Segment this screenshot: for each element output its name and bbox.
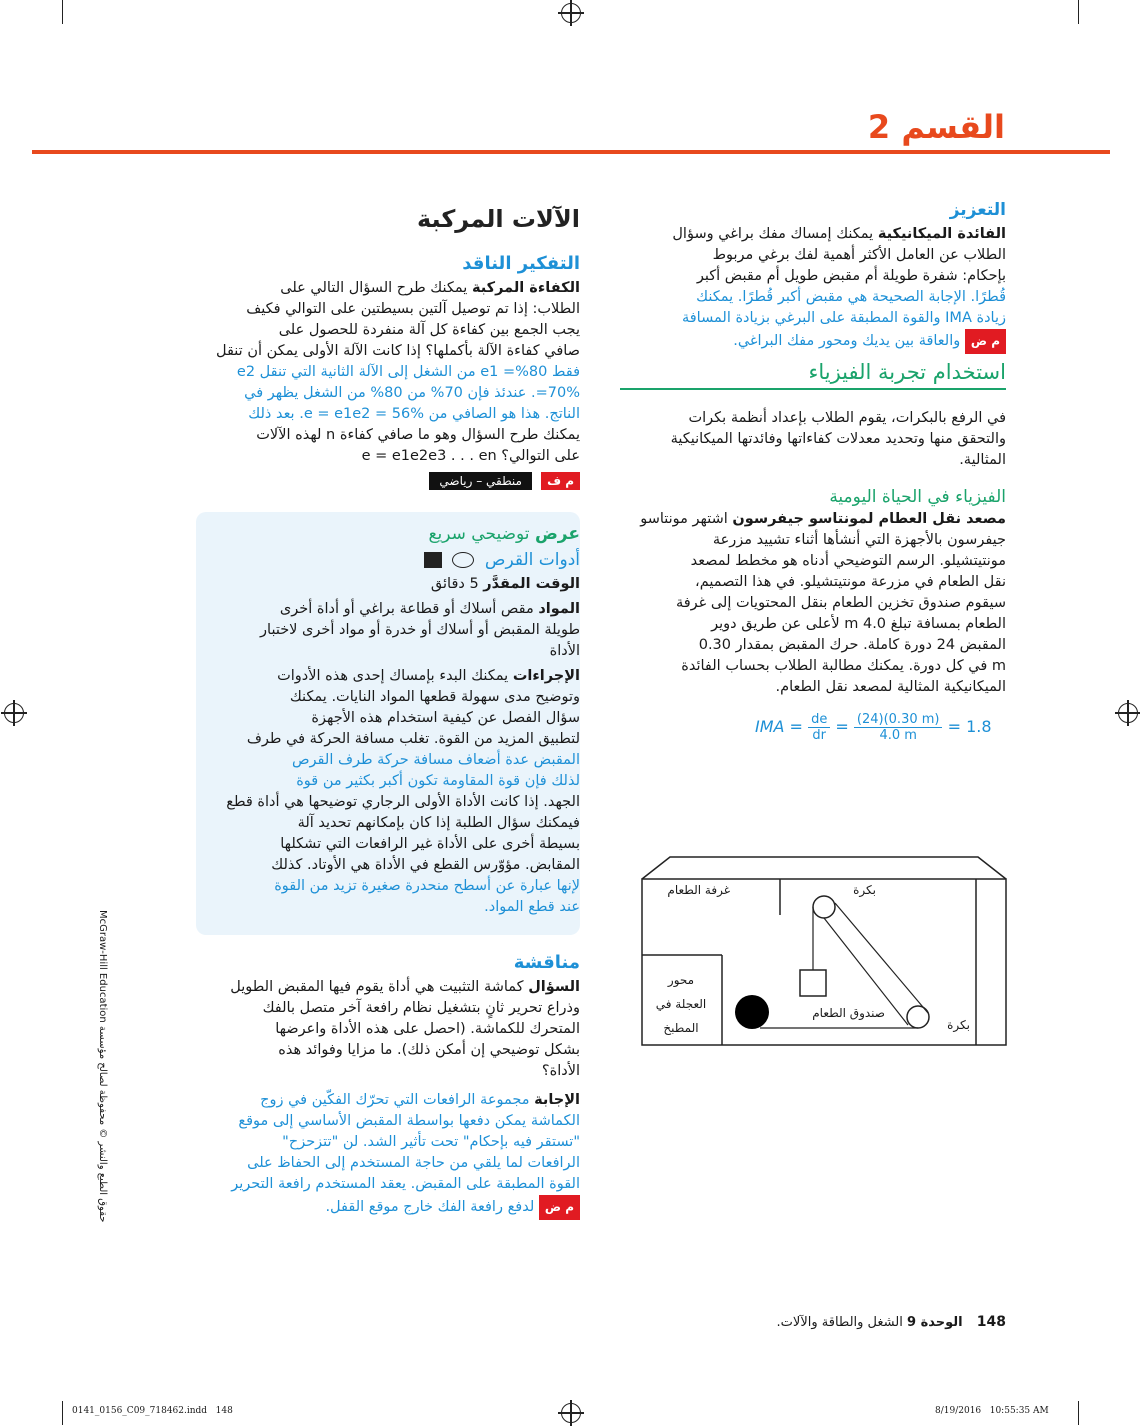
demo-materials: المواد مقص أسلاك أو قطاعة براغي أو أداة أخرى طويلة المقبض أو أسلاك أو خدرة أو مواد أخرى لاختبار الأداة <box>260 601 580 659</box>
chapter-title: الشغل والطاقة والآلات. <box>776 1315 903 1330</box>
label-food-box: صندوق الطعام <box>812 1006 885 1020</box>
tag-logic-math: منطقي – رياضي <box>429 472 532 490</box>
discussion-answer: الإجابة مجموعة الرافعات التي تحرّك الفكّين في زوج الكماشة يمكن دفعها بواسطة المقبض الأساسي إلى موقع "تستقر فيه بإحكام" تحت تأثير الشد. لن "تتزحزح" الرافعات لما يلقي من حاجة المستخدم إلى الحفاظ على القوة المطبقة على المقبض. يعقد المستخدم رافعة التحرير م ض لدفع رافعة الفك خارج موقع القفل. <box>196 1090 580 1220</box>
label-axle: محور العجلة في المطبخ <box>655 973 707 1035</box>
discussion-question: السؤال كماشة التثبيت هي أداة يقوم فيها المقبض الطويل وذراع تحرير ثانٍ بتشغيل نظام رافعة آخر متصل بالفك المتحرك للكماشة. (احصل على هذه الأداة واعرضها بشكل توضيحي إن أمكن ذلك). ما مزايا وفوائد هذه الأداة؟ <box>230 979 580 1079</box>
reinforce-term: الفائدة الميكانيكية <box>877 226 1006 242</box>
use-physics-heading: استخدام تجربة الفيزياء <box>620 360 1006 390</box>
registration-mark-icon <box>561 3 581 23</box>
slug-left: 0141_0156_C09_718462.indd 148 <box>72 1406 233 1416</box>
pulley-top <box>813 896 835 918</box>
compound-machines-heading: الآلات المركبة <box>416 205 580 233</box>
badge-mw: م ض <box>539 1195 580 1220</box>
ima-fraction-2: $\frac{(24)(0.30 m)}{4.0 m}$ <box>854 712 943 743</box>
discussion-section <box>196 952 580 1220</box>
diagram-roof <box>642 857 1006 879</box>
daily-paragraph: مصعد نقل العطام لمونتاسو جيفرسون اشتهر مونتاسو جيفرسون بالأجهزة التي أنشأها أثناء تشييد مزرعة مونتيتشيلو. الرسم التوضيحي أدناه هو مخطط لمصعد نقل الطعام في مزرعة مونتيتشيلو. في هذا التصميم، سيقوم صندوق تخزين الطعام بنقل المحتويات إلى غرفة الطعام بمسافة تبلغ 4.0 m لأعلى عن طريق دوير المقبض 24 دورة كاملة. حرك المقبض بمقدار 0.30 m في كل دورة. يمكنك مطالبة الطلاب بحساب الفائدة الميكانيكية المثالية لمصعد نقل الطعام. <box>640 511 1006 695</box>
page-number: 148 <box>976 1314 1006 1330</box>
demo-title-b: توضيحي سريع <box>428 524 530 544</box>
critical-thinking-heading: التفكير الناقد <box>462 253 580 274</box>
rope-diagonal <box>835 903 928 1013</box>
label-dining-room: غرفة الطعام <box>667 883 730 897</box>
registration-mark-icon <box>1118 703 1138 723</box>
ima-fraction-1: $\frac{de}{dr}$ <box>808 712 830 743</box>
chapter-number: الوحدة 9 <box>907 1315 963 1330</box>
reinforce-paragraph: الفائدة الميكانيكية يمكنك إمساك مفك براغي وسؤال الطلاب عن العامل الأكثر أهمية لفك برغي مربوط بإحكام: شفرة طويلة أم مقبض طويل أم مقبض أكبر قُطرًا. الإجابة الصحيحة هي مقبض أكبر قُطرًا. يمكنك زيادة IMA والقوة المطبقة على البرغي بزيادة المسافة م ض والعاقة بين يديك ومحور مفك البراغي. <box>620 224 1006 354</box>
page-footer <box>640 1314 1006 1330</box>
demo-title-a: عرض <box>534 524 580 544</box>
crop-mark <box>62 0 63 24</box>
crop-mark <box>62 1401 63 1425</box>
copyright-sidebar: McGraw-Hill Education حقوق الطبع والنشر © محفوظة لصالح مؤسسة <box>97 910 108 1223</box>
hands-icon <box>424 552 442 568</box>
badge-mw: م ض <box>965 329 1006 354</box>
critical-thinking-paragraph: الكفاءة المركبة يمكنك طرح السؤال التالي على الطلاب: إذا تم توصيل آلتين بسيطتين على التوالي فكيف يجب الجمع بين كفاءة كل آلة منفردة للحصول على صافي كفاءة الآلة بأكملها؟ إذا كانت الآلة الأولى يمكن أن تنقل فقط 80%= e1 من الشغل إلى الآلة الثانية التي تنقل e2 70%=. عندئذ فإن 70% من 80% من الشغل يظهر في الناتج. هذا هو الصافي من e = e1e2 = 56%. بعد ذلك يمكنك طرح السؤال وهو ما صافي كفاءة n لهذه الآلات على التوالي؟ e = e1e2e3 . . . en <box>215 280 580 464</box>
registration-mark-icon <box>561 1403 581 1423</box>
label-pulley-top: بكرة <box>853 883 876 897</box>
quick-demo-content: عرض توضيحي سريع أدوات القرص الوقت المقدَّر 5 دقائق المواد مقص أسلاك أو قطاعة براغي أو أداة أخرى طويلة المقبض أو أسلاك أو خدرة أو مواد أخرى لاختبار الأداة الإجراءات يمكنك البدء بإمساك إحدى هذه الأدوات وتوضيح مدى سهولة قطعها المواد النايات. يمكنك سؤال الفصل عن كيفية استخدام هذه الأجهزة لتطبيق المزيد من القوة. تغلب مسافة الحركة في طرف المقبض عدة أضعاف مسافة حركة طرف القرص لذلك فإن قوة المقاومة تكون أكبر بكثير من قوة الجهد. إذا كانت الأداة الأولى الرجاري توضيحها هي أداة قطع فيمكنك سؤال الطلبة إذا كان بإمكانهم تحديد آلة بسيطة أخرى على الأداة غير الرافعات التي تشكلها المقابض. مؤوّرس القطع في الأداة هي الأوتاد. كذلك لإنها عبارة عن أسطح منحدرة صغيرة تزيد من القوة عند قطع المواد. <box>210 524 580 918</box>
registration-mark-icon <box>4 703 24 723</box>
daily-heading: الفيزياء في الحياة اليومية <box>829 487 1006 507</box>
tools-heading: أدوات القرص <box>484 550 580 570</box>
right-column <box>620 200 1006 698</box>
eye-icon <box>452 552 474 568</box>
ima-equation: IMA = $\frac{de}{dr}$ = $\frac{(24)(0.30 m)}{4.0 m}$ = 1.8 <box>755 712 992 743</box>
crop-mark <box>1078 1401 1079 1425</box>
header-rule <box>32 150 1110 154</box>
lesson-title: القسم 2 <box>867 108 1005 146</box>
use-physics-paragraph: في الرفع بالبكرات، يقوم الطلاب بإعداد أنظمة بكرات والتحقق منها وتحديد معدلات كفاءاتها وفائدتها الميكانيكية المثالية. <box>670 410 1006 468</box>
discussion-heading: مناقشة <box>513 952 580 973</box>
badge-mf: م ف <box>541 472 580 490</box>
axle-wheel <box>735 995 769 1029</box>
left-column <box>196 205 580 490</box>
slug-right: 8/19/2016 10:55:35 AM <box>935 1406 1049 1416</box>
demo-procedure: الإجراءات يمكنك البدء بإمساك إحدى هذه الأدوات وتوضيح مدى سهولة قطعها المواد النايات. يمكنك سؤال الفصل عن كيفية استخدام هذه الأجهزة لتطبيق المزيد من القوة. تغلب مسافة الحركة في طرف المقبض عدة أضعاف مسافة حركة طرف القرص لذلك فإن قوة المقاومة تكون أكبر بكثير من قوة الجهد. إذا كانت الأداة الأولى الرجاري توضيحها هي أداة قطع فيمكنك سؤال الطلبة إذا كان بإمكانهم تحديد آلة بسيطة أخرى على الأداة غير الرافعات التي تشكلها المقابض. مؤوّرس القطع في الأداة هي الأوتاد. كذلك لإنها عبارة عن أسطح منحدرة صغيرة تزيد من القوة عند قطع المواد. <box>226 668 580 915</box>
reinforce-heading: التعزيز <box>949 200 1006 220</box>
label-pulley-bottom: بكرة <box>947 1018 970 1032</box>
crop-mark <box>1078 0 1079 24</box>
food-box <box>800 970 826 996</box>
pulley-bottom <box>907 1006 929 1028</box>
